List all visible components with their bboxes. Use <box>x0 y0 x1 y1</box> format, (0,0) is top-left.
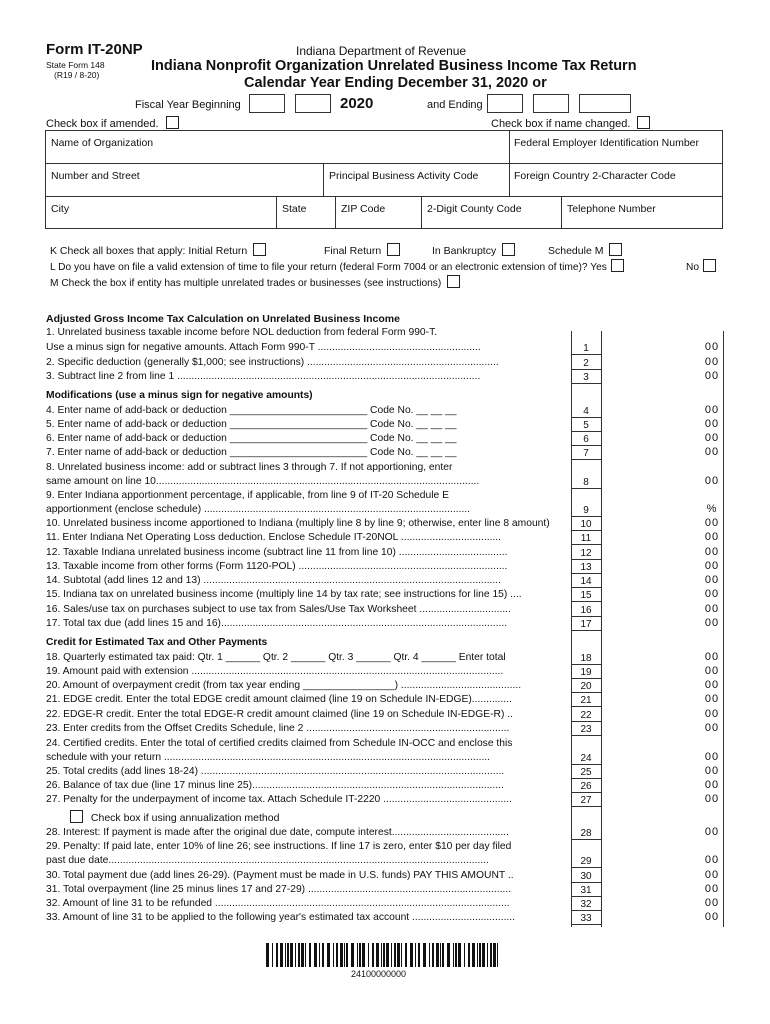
line-number-cell <box>571 708 601 722</box>
amount-input[interactable] <box>602 432 698 446</box>
line-text: 33. Amount of line 31 to be applied to the following year's estimated tax account .................................... <box>46 912 516 923</box>
line-number: 21 <box>580 695 592 706</box>
m-row <box>50 275 460 289</box>
bankruptcy-label: In Bankruptcy <box>432 245 497 257</box>
grid-divider <box>45 163 723 164</box>
form-title: Indiana Nonprofit Organization Unrelated Business Income Tax Return <box>151 58 637 74</box>
line-number-cell <box>571 793 601 807</box>
cents-value: 00 <box>704 356 720 368</box>
line-number: 24 <box>580 753 592 764</box>
line-number-cell <box>571 722 601 736</box>
barcode-bar <box>442 943 444 967</box>
line-text: 15. Indiana tax on unrelated business income (multiply line 14 by tax rate; see instructions for line 15) .... <box>46 589 522 600</box>
amount-input[interactable] <box>602 826 698 840</box>
barcode-bar <box>394 943 396 967</box>
cents-value: 00 <box>704 574 720 586</box>
barcode-bar <box>276 943 278 967</box>
barcode-bar <box>397 943 400 967</box>
revision-date: (R19 / 8-20) <box>54 70 100 80</box>
cents-value: 00 <box>704 418 720 430</box>
line-number: 14 <box>580 576 592 587</box>
line-number: 9 <box>583 505 589 516</box>
line-text: schedule with your return .................................................................................................................. <box>46 752 491 763</box>
cents-value: 00 <box>704 869 720 881</box>
extension-no-checkbox[interactable] <box>703 259 716 272</box>
barcode-bar <box>359 943 361 967</box>
line-number: 1 <box>583 343 589 354</box>
amount-input[interactable] <box>602 517 698 531</box>
grid-divider <box>509 130 510 196</box>
amount-input[interactable] <box>602 446 698 460</box>
barcode-bar <box>272 943 273 967</box>
line-number-cell <box>571 603 601 617</box>
cents-value: 00 <box>704 826 720 838</box>
line-number: 3 <box>583 372 589 383</box>
multiple-trades-checkbox[interactable] <box>447 275 460 288</box>
line-text: 9. Enter Indiana apportionment percentage, if applicable, from line 9 of IT-20 Schedule E <box>46 490 449 501</box>
line-text: 31. Total overpayment (line 25 minus lines 17 and 27-29) ....................................................................... <box>46 884 512 895</box>
line-text: 29. Penalty: If paid late, enter 10% of line 26; see instructions. If line 17 is zero, enter $10 per day filed <box>46 841 512 852</box>
line-text: 3. Subtract line 2 from line 1 .......................................................................................................... <box>46 371 481 382</box>
barcode-bar <box>346 943 348 967</box>
line-number-cell <box>571 370 601 384</box>
line-number: 2 <box>583 358 589 369</box>
form-subtitle: Calendar Year Ending December 31, 2020 or <box>244 75 547 91</box>
cents-value: 00 <box>704 432 720 444</box>
line-number-cell <box>571 574 601 588</box>
annualization-label: Check box if using annualization method <box>90 812 280 824</box>
cents-value: 00 <box>704 603 720 615</box>
line-text: 13. Taxable income from other forms (Form 1120-POL) ......................................................................... <box>46 561 508 572</box>
barcode-bar <box>477 943 478 967</box>
barcode-bar <box>333 943 334 967</box>
line-text: 12. Taxable Indiana unrelated business income (subtract line 11 from line 10) ...................................... <box>46 547 508 558</box>
line-number: 4 <box>583 406 589 417</box>
line-number-cell <box>571 665 601 679</box>
line-number: 32 <box>580 899 592 910</box>
country-code-field[interactable]: Foreign Country 2-Character Code <box>514 170 676 182</box>
l-row <box>50 259 624 273</box>
line-number-cell <box>571 617 601 631</box>
amount-input[interactable] <box>602 793 698 807</box>
fiscal-begin-month-field[interactable] <box>249 94 285 113</box>
state-field[interactable]: State <box>282 203 307 215</box>
barcode-bar <box>386 943 389 967</box>
zip-field[interactable]: ZIP Code <box>341 203 386 215</box>
line-number-cell <box>571 765 601 779</box>
barcode-bar <box>453 943 454 967</box>
line-text: 16. Sales/use tax on purchases subject to use tax from Sales/Use Tax Worksheet ................................ <box>46 604 511 615</box>
barcode-bar <box>322 943 324 967</box>
final-return-row <box>324 243 400 257</box>
line-number: 22 <box>580 710 592 721</box>
line-number: 23 <box>580 724 592 735</box>
state-form-number: State Form 148 <box>46 60 105 70</box>
grid-divider <box>421 196 422 229</box>
line-text: 17. Total tax due (add lines 15 and 16).................................................................................................... <box>46 618 508 629</box>
county-code-field[interactable]: 2-Digit County Code <box>427 203 522 215</box>
cents-value: 00 <box>704 665 720 677</box>
barcode-bar <box>410 943 413 967</box>
line-number: 6 <box>583 434 589 445</box>
line-number: 28 <box>580 828 592 839</box>
barcode-bar <box>381 943 382 967</box>
line-text: 11. Enter Indiana Net Operating Loss deduction. Enclose Schedule IT-20NOL ................................... <box>46 532 502 543</box>
k-label: K Check all boxes that apply: Initial Return <box>50 245 248 257</box>
form-id: Form IT-20NP <box>46 41 143 58</box>
fiscal-end-day-field[interactable] <box>533 94 569 113</box>
barcode-bar <box>432 943 434 967</box>
line-text: 20. Amount of overpayment credit (from tax year ending ________________) .......................................... <box>46 680 522 691</box>
cents-value: 00 <box>704 722 720 734</box>
barcode-bar <box>336 943 338 967</box>
name-changed-row <box>491 116 650 130</box>
line-number: 19 <box>580 667 592 678</box>
barcode-bar <box>301 943 304 967</box>
cents-value: 00 <box>704 560 720 572</box>
grid-divider <box>276 196 277 229</box>
amount-input[interactable] <box>602 679 698 693</box>
fiscal-year-label: Fiscal Year Beginning <box>135 99 241 111</box>
barcode-bar <box>362 943 365 967</box>
l-no-row <box>686 259 716 273</box>
line-text: past due date..................................................................................................................................... <box>46 855 489 866</box>
line-text: same amount on line 10................................................................................................................. <box>46 476 480 487</box>
line-text: 1. Unrelated business taxable income before NOL deduction from federal Form 990-T. <box>46 327 438 338</box>
barcode-bar <box>415 943 416 967</box>
barcode-bar <box>479 943 481 967</box>
barcode-bar <box>372 943 374 967</box>
line-text: 7. Enter name of add-back or deduction ________________________ Code No. __ __ __ <box>46 447 457 458</box>
line-number-cell <box>571 418 601 432</box>
line-number-cell <box>571 897 601 911</box>
line-number-cell <box>571 356 601 370</box>
amount-input[interactable] <box>602 404 698 418</box>
annualization-checkbox[interactable] <box>70 810 83 823</box>
section-heading: Modifications (use a minus sign for negative amounts) <box>46 390 313 401</box>
barcode-bar <box>287 943 289 967</box>
line-number-cell <box>571 679 601 693</box>
line-number-cell <box>571 779 601 793</box>
bankruptcy-row <box>432 243 515 257</box>
line-number: 8 <box>583 477 589 488</box>
initial-return-checkbox[interactable] <box>253 243 266 256</box>
schedule-m-row <box>548 243 622 257</box>
cents-value: 00 <box>704 751 720 763</box>
amount-input[interactable] <box>602 869 698 883</box>
amount-input[interactable] <box>602 356 698 370</box>
and-ending-label: and Ending <box>427 99 483 111</box>
amount-input[interactable] <box>602 475 698 489</box>
barcode-bar <box>472 943 475 967</box>
amount-input[interactable] <box>602 693 698 707</box>
barcode-bar <box>340 943 343 967</box>
line-number-cell <box>571 446 601 460</box>
line-text: 8. Unrelated business income: add or subtract lines 3 through 7. If not apportioning, enter <box>46 462 453 473</box>
grid-divider <box>45 196 723 197</box>
amount-input[interactable] <box>602 341 698 355</box>
line-number-cell <box>571 341 601 355</box>
line-text: 24. Certified credits. Enter the total of certified credits claimed from Schedule IN-OCC and enclose this <box>46 738 513 749</box>
amount-input[interactable] <box>602 651 698 665</box>
line-number: 20 <box>580 681 592 692</box>
line-number: 13 <box>580 562 592 573</box>
barcode-bar <box>429 943 430 967</box>
line-number: 16 <box>580 605 592 616</box>
cents-value: 00 <box>704 588 720 600</box>
line-number: 26 <box>580 781 592 792</box>
cents-value: 00 <box>704 517 720 529</box>
fiscal-begin-day-field[interactable] <box>295 94 331 113</box>
barcode-bar <box>290 943 293 967</box>
line-text: 19. Amount paid with extension ............................................................................................................. <box>46 666 504 677</box>
line-text: Use a minus sign for negative amounts. Attach Form 990-T ......................................................... <box>46 342 481 353</box>
barcode-bar <box>357 943 358 967</box>
line-number-cell <box>571 693 601 707</box>
amount-input[interactable] <box>602 911 698 925</box>
amended-checkbox[interactable] <box>166 116 179 129</box>
amount-input[interactable] <box>602 751 698 765</box>
line-text: 28. Interest: If payment is made after the original due date, compute interest......................................... <box>46 827 510 838</box>
line-number: 31 <box>580 885 592 896</box>
line-number: 5 <box>583 420 589 431</box>
cents-value: 00 <box>704 446 720 458</box>
line-text: 4. Enter name of add-back or deduction ________________________ Code No. __ __ __ <box>46 405 457 416</box>
amount-input[interactable] <box>602 897 698 911</box>
grid-divider <box>561 196 562 229</box>
barcode-bar <box>455 943 457 967</box>
amount-input[interactable] <box>602 722 698 736</box>
cents-value: 00 <box>704 793 720 805</box>
line-number-cell <box>571 883 601 897</box>
cents-value: 00 <box>704 897 720 909</box>
barcode-bar <box>482 943 485 967</box>
line-text: apportionment (enclose schedule) ............................................................................................. <box>46 504 471 515</box>
line-number: 29 <box>580 856 592 867</box>
line-text: 32. Amount of line 31 to be refunded ....................................................................................................... <box>46 898 510 909</box>
street-field[interactable]: Number and Street <box>51 170 140 182</box>
cents-value: 00 <box>704 765 720 777</box>
barcode-bar <box>314 943 317 967</box>
barcode-bar <box>351 943 354 967</box>
amount-input[interactable] <box>602 883 698 897</box>
barcode-bar <box>309 943 311 967</box>
fiscal-end-month-field[interactable] <box>487 94 523 113</box>
barcode-bar <box>440 943 441 967</box>
line-number: 17 <box>580 619 592 630</box>
cents-value: 00 <box>704 651 720 663</box>
cents-value: % <box>706 503 718 515</box>
line-number-cell <box>571 560 601 574</box>
line-number-cell <box>571 588 601 602</box>
amount-input[interactable] <box>602 418 698 432</box>
extension-yes-checkbox[interactable] <box>611 259 624 272</box>
line-text: 30. Total payment due (add lines 26-29). (Payment must be made in U.S. funds) PAY THIS AMOUNT .. <box>46 870 514 881</box>
grid-divider <box>323 163 324 196</box>
cents-value: 00 <box>704 404 720 416</box>
schedule-m-checkbox[interactable] <box>609 243 622 256</box>
line-number: 11 <box>580 533 592 544</box>
activity-code-field[interactable]: Principal Business Activity Code <box>329 170 479 182</box>
barcode-bar <box>391 943 392 967</box>
amount-input[interactable] <box>602 708 698 722</box>
cents-value: 00 <box>704 370 720 382</box>
line-number: 33 <box>580 913 592 924</box>
city-field[interactable]: City <box>51 203 70 215</box>
final-return-checkbox[interactable] <box>387 243 400 256</box>
barcode-bar <box>383 943 385 967</box>
fiscal-end-year-field[interactable] <box>579 94 631 113</box>
cents-value: 00 <box>704 617 720 629</box>
barcode-bar <box>468 943 470 967</box>
bankruptcy-checkbox[interactable] <box>502 243 515 256</box>
m-label: M Check the box if entity has multiple unrelated trades or businesses (see instructions) <box>50 278 442 289</box>
barcode-bar <box>458 943 461 967</box>
tax-year: 2020 <box>340 95 374 112</box>
barcode-bar <box>368 943 369 967</box>
amount-input[interactable] <box>602 854 698 868</box>
k-row <box>50 243 266 257</box>
line-number-cell <box>571 531 601 545</box>
line-number-cell <box>571 826 601 840</box>
barcode-bar <box>376 943 379 967</box>
line-text: 21. EDGE credit. Enter the total EDGE credit amount claimed (line 19 on Schedule IN-EDGE).............. <box>46 694 512 705</box>
barcode-bar <box>436 943 439 967</box>
cents-value: 00 <box>704 779 720 791</box>
amended-row <box>46 116 179 130</box>
line-text: 2. Specific deduction (generally $1,000; see instructions) ................................................................... <box>46 357 499 368</box>
line-text: 6. Enter name of add-back or deduction ________________________ Code No. __ __ __ <box>46 433 457 444</box>
barcode-bar <box>493 943 496 967</box>
annualization-row <box>70 810 279 824</box>
name-changed-checkbox[interactable] <box>637 116 650 129</box>
line-text: 14. Subtotal (add lines 12 and 13) ........................................................................................................ <box>46 575 501 586</box>
line-text: 18. Quarterly estimated tax paid: Qtr. 1 ______ Qtr. 2 ______ Qtr. 3 ______ Qtr. 4 ______ Enter total <box>46 652 506 663</box>
barcode-bar <box>298 943 300 967</box>
amount-input[interactable] <box>602 370 698 384</box>
line-number: 10 <box>580 519 592 530</box>
cents-value: 00 <box>704 693 720 705</box>
barcode-bar <box>497 943 498 967</box>
line-number-cell <box>571 546 601 560</box>
amount-input[interactable] <box>602 603 698 617</box>
barcode-bar <box>487 943 488 967</box>
final-return-label: Final Return <box>324 245 382 257</box>
telephone-field[interactable]: Telephone Number <box>567 203 656 215</box>
barcode-bar <box>327 943 330 967</box>
barcode-bar <box>285 943 286 967</box>
line-number: 18 <box>580 653 592 664</box>
organization-name-field[interactable]: Name of Organization <box>51 137 154 149</box>
line-number: 30 <box>580 871 592 882</box>
section-heading: Credit for Estimated Tax and Other Payments <box>46 637 268 648</box>
barcode-bar <box>305 943 306 967</box>
barcode-bar <box>280 943 283 967</box>
line-number: 27 <box>580 795 592 806</box>
barcode-bar <box>401 943 402 967</box>
amount-input[interactable] <box>602 574 698 588</box>
line-text: 25. Total credits (add lines 18-24) .......................................................................................................... <box>46 766 505 777</box>
amended-label: Check box if amended. <box>46 118 159 130</box>
cents-value: 00 <box>704 708 720 720</box>
barcode-bar <box>319 943 320 967</box>
line-number-cell <box>571 751 601 765</box>
fein-field[interactable]: Federal Employer Identification Number <box>514 137 700 149</box>
cents-value: 00 <box>704 911 720 923</box>
barcode-bar <box>423 943 426 967</box>
schedule-m-label: Schedule M <box>548 245 604 257</box>
barcode-number: 24100000000 <box>351 969 407 979</box>
line-text: 23. Enter credits from the Offset Credits Schedule, line 2 ....................................................................... <box>46 723 510 734</box>
line-number-cell <box>571 854 601 868</box>
line-text: 26. Balance of tax due (line 17 minus line 25)........................................................................................ <box>46 780 504 791</box>
cents-value: 00 <box>704 883 720 895</box>
amount-input[interactable] <box>602 765 698 779</box>
line-text: 27. Penalty for the underpayment of income tax. Attach Schedule IT-2220 ............................................. <box>46 794 512 805</box>
line-number-cell <box>571 475 601 489</box>
barcode-bar <box>464 943 465 967</box>
line-text: 10. Unrelated business income apportioned to Indiana (multiply line 8 by line 9; otherwise, enter line 8 amount) <box>46 518 550 529</box>
line-number: 25 <box>580 767 592 778</box>
amount-input[interactable] <box>602 779 698 793</box>
line-number-cell <box>571 869 601 883</box>
line-number: 12 <box>580 548 592 559</box>
cents-value: 00 <box>704 854 720 866</box>
line-text: 5. Enter name of add-back or deduction ________________________ Code No. __ __ __ <box>46 419 457 430</box>
line-number-cell <box>571 404 601 418</box>
amount-input[interactable] <box>602 560 698 574</box>
barcode-bar <box>447 943 450 967</box>
line-number-cell <box>571 911 601 925</box>
barcode-bar <box>295 943 296 967</box>
section-heading: Adjusted Gross Income Tax Calculation on Unrelated Business Income <box>46 313 400 325</box>
barcode-bar <box>266 943 269 967</box>
barcode-bar <box>490 943 492 967</box>
barcode-bar <box>344 943 345 967</box>
cents-value: 00 <box>704 475 720 487</box>
cents-value: 00 <box>704 531 720 543</box>
cents-value: 00 <box>704 341 720 353</box>
barcode-bar <box>405 943 407 967</box>
line-number-cell <box>571 432 601 446</box>
amount-input[interactable] <box>602 617 698 631</box>
line-number: 7 <box>583 448 589 459</box>
barcode-image <box>266 943 502 967</box>
amount-input[interactable] <box>602 546 698 560</box>
line-number-cell <box>571 517 601 531</box>
barcode-bar <box>418 943 420 967</box>
amount-input[interactable] <box>602 503 698 517</box>
cents-value: 00 <box>704 679 720 691</box>
l-label: L Do you have on file a valid extension of time to file your return (federal Form 7004 or an electronic extension of time)? Yes <box>50 262 607 273</box>
line-number: 15 <box>580 590 592 601</box>
agency-name: Indiana Department of Revenue <box>296 44 467 58</box>
line-text: 22. EDGE-R credit. Enter the total EDGE-R credit amount claimed (line 19 on Schedule IN-EDGE-R) .. <box>46 709 513 720</box>
cents-value: 00 <box>704 546 720 558</box>
amount-input[interactable] <box>602 588 698 602</box>
name-changed-label: Check box if name changed. <box>491 118 631 130</box>
grid-divider <box>335 196 336 229</box>
amount-input[interactable] <box>602 531 698 545</box>
line-number-cell <box>571 503 601 517</box>
amount-input[interactable] <box>602 665 698 679</box>
line-number-cell <box>571 651 601 665</box>
l-no-label: No <box>686 262 700 273</box>
